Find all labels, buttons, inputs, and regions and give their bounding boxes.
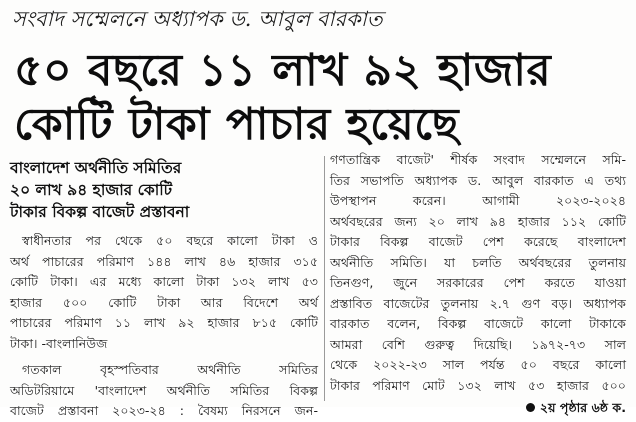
body-line: প্রস্তাবিত বাজেটের তুলনায় ২.৭ গুণ বড়। অধ্যাপক [330,295,626,311]
body-line: অর্থনীতি সমিতি। যা চলতি অর্থবছরের তুলনায় [330,254,626,270]
paragraph-2 [10,360,318,422]
body-line: হাজার ৫০০ কোটি টাকা আর বিদেশে অর্থ [10,294,318,310]
body-line: পাচারের পরিমাণ ১১ লাখ ৯২ হাজার ৮১৫ কোটি [10,315,318,330]
body-line: কোটি টাকা। এর মধ্যে কালো টাকা ১৩২ লাখ ৫৩ [10,274,318,289]
continuation-text: ২য় পৃষ্ঠার ৬ষ্ঠ ক. [539,400,626,415]
kicker-line: সংবাদ সম্মেলনে অধ্যাপক ড. আবুল বারকাত [12,7,383,31]
body-line: বাজেট প্রস্তাবনা ২০২৩-২৪ : বৈষম্য নিরসনে জন- [10,403,318,418]
headline-line-1: ৫০ বছরে ১১ লাখ ৯২ হাজার [14,45,552,96]
bullet-icon [526,403,535,412]
body-line: তিনগুণ, জুনে সরকারের পেশ করতে যাওয়া [330,275,626,290]
column-divider [324,156,325,401]
left-column [10,157,318,422]
body-line: থেকে ২০২২-২৩ সাল পর্যন্ত ৫০ বছরে কালো [330,357,626,372]
body-line: অর্থ পাচারের পরিমাণ ১৪৪ লাখ ৪৬ হাজার ৩১৫ [10,253,318,269]
subhead-line: ২০ লাখ ৯৪ হাজার কোটি [10,181,173,199]
body-line: উপস্থাপন করেন। আগামী ২০২৩-২০২৪ [330,193,626,208]
body-line: টাকা। -বাংলানিউজ [10,335,108,351]
body-line: টাকার বিকল্প বাজেট পেশ করেছে বাংলাদেশ [330,234,626,249]
body-line: অডিটরিয়ামে 'বাংলাদেশ অর্থনীতি সমিতির বিকল্প [10,382,318,398]
body-line: আমরা বেশি গুরুত্ব দিয়েছি। ১৯৭২-৭৩ সাল [330,336,626,352]
body-line: তির সভাপতি অধ্যাপক ড. আবুল বারকাত এ তথ্য [330,172,626,188]
headline-line-2: কোটি টাকা পাচার হয়েছে [14,99,460,150]
paragraph-1 [10,231,318,354]
body-line: টাকার পরিমাণ মোট ১৩২ লাখ ৫৩ হাজার ৫০০ [330,377,626,393]
subhead-line: বাংলাদেশ অর্থনীতি সমিতির [10,159,182,177]
body-line: অর্থবছরের জন্য ২০ লাখ ৯৪ হাজার ১১২ কোটি [330,213,626,229]
subhead-line: টাকার বিকল্প বাজেট প্রস্তাবনা [10,203,190,221]
body-line: গণতান্ত্রিক বাজেট' শীর্ষক সংবাদ সম্মেলনে সমি- [330,152,626,167]
right-column [330,150,626,418]
body-line: স্বাধীনতার পর থেকে ৫০ বছরে কালো টাকা ও [22,233,318,248]
body-line: বারকাত বলেন, বিকল্প বাজেটে কালো টাকাকে [330,316,626,331]
continuation-note [330,398,626,418]
body-line: গতকাল বৃহস্পতিবার অর্থনীতি সমিতির [22,362,318,377]
